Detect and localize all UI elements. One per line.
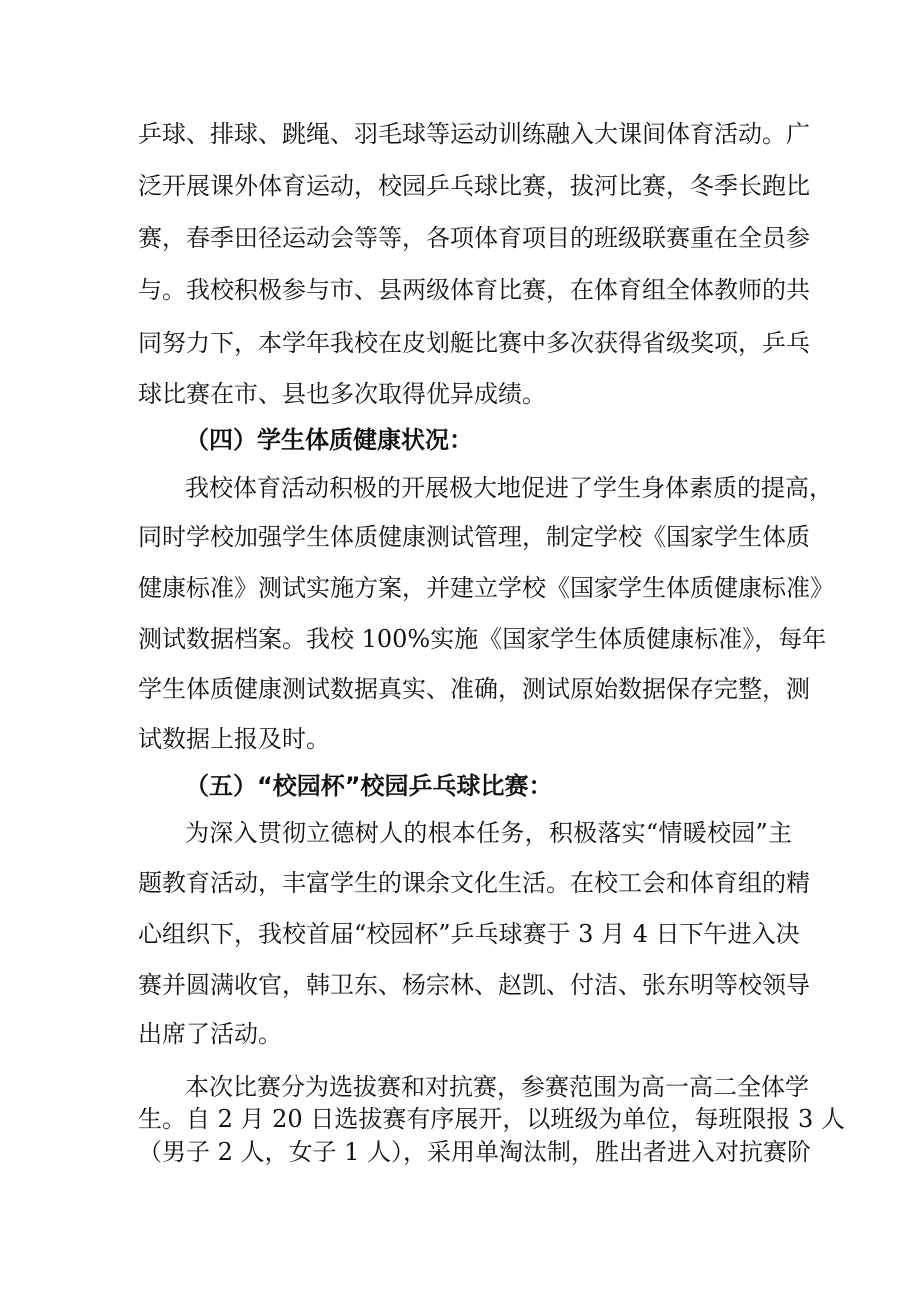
paragraph-line: 同时学校加强学生体质健康测试管理，制定学校《国家学生体质 — [138, 523, 810, 551]
paragraph-line: 同努力下，本学年我校在皮划艇比赛中多次获得省级奖项，乒乓 — [138, 329, 810, 357]
paragraph-line: 出席了活动。 — [138, 1020, 282, 1048]
paragraph-line: 试数据上报及时。 — [138, 725, 330, 753]
paragraph-line: 赛并圆满收官，韩卫东、杨宗林、赵凯、付洁、张东明等校领导 — [138, 971, 810, 999]
paragraph-line: 为深入贯彻立德树人的根本任务，积极落实“情暖校园”主 — [185, 819, 792, 847]
paragraph-line: 乒球、排球、跳绳、羽毛球等运动训练融入大课间体育活动。广 — [138, 120, 810, 148]
paragraph-line: （男子 2 人，女子 1 人），采用单淘汰制，胜出者进入对抗赛阶 — [138, 1138, 812, 1166]
paragraph-line: 测试数据档案。我校 100%实施《国家学生体质健康标准》，每年 — [138, 625, 827, 653]
paragraph-line: 题教育活动，丰富学生的课余文化生活。在校工会和体育组的精 — [138, 869, 810, 897]
paragraph-line: 健康标准》测试实施方案，并建立学校《国家学生体质健康标准》 — [138, 574, 834, 602]
paragraph-line: 球比赛在市、县也多次取得优异成绩。 — [138, 380, 546, 408]
paragraph-line: 心组织下，我校首届“校园杯”乒乓球赛于 3 月 4 日下午进入决 — [138, 920, 800, 948]
paragraph-line: 我校体育活动积极的开展极大地促进了学生身体素质的提高， — [185, 474, 833, 502]
paragraph-line: 泛开展课外体育运动，校园乒乓球比赛，拔河比赛，冬季长跑比 — [138, 172, 810, 200]
section-heading-5: （五）“校园杯”校园乒乓球比赛： — [185, 772, 553, 800]
paragraph-line: 生。自 2 月 20 日选拔赛有序展开，以班级为单位，每班限报 3 人 — [138, 1105, 845, 1133]
paragraph-line: 与。我校积极参与市、县两级体育比赛，在体育组全体教师的共 — [138, 276, 810, 304]
paragraph-line: 本次比赛分为选拔赛和对抗赛，参赛范围为高一高二全体学 — [185, 1073, 809, 1101]
paragraph-line: 赛，春季田径运动会等等，各项体育项目的班级联赛重在全员参 — [138, 224, 810, 252]
paragraph-line: 学生体质健康测试数据真实、准确，测试原始数据保存完整，测 — [138, 675, 810, 703]
section-heading-4: （四）学生体质健康状况： — [185, 426, 473, 454]
